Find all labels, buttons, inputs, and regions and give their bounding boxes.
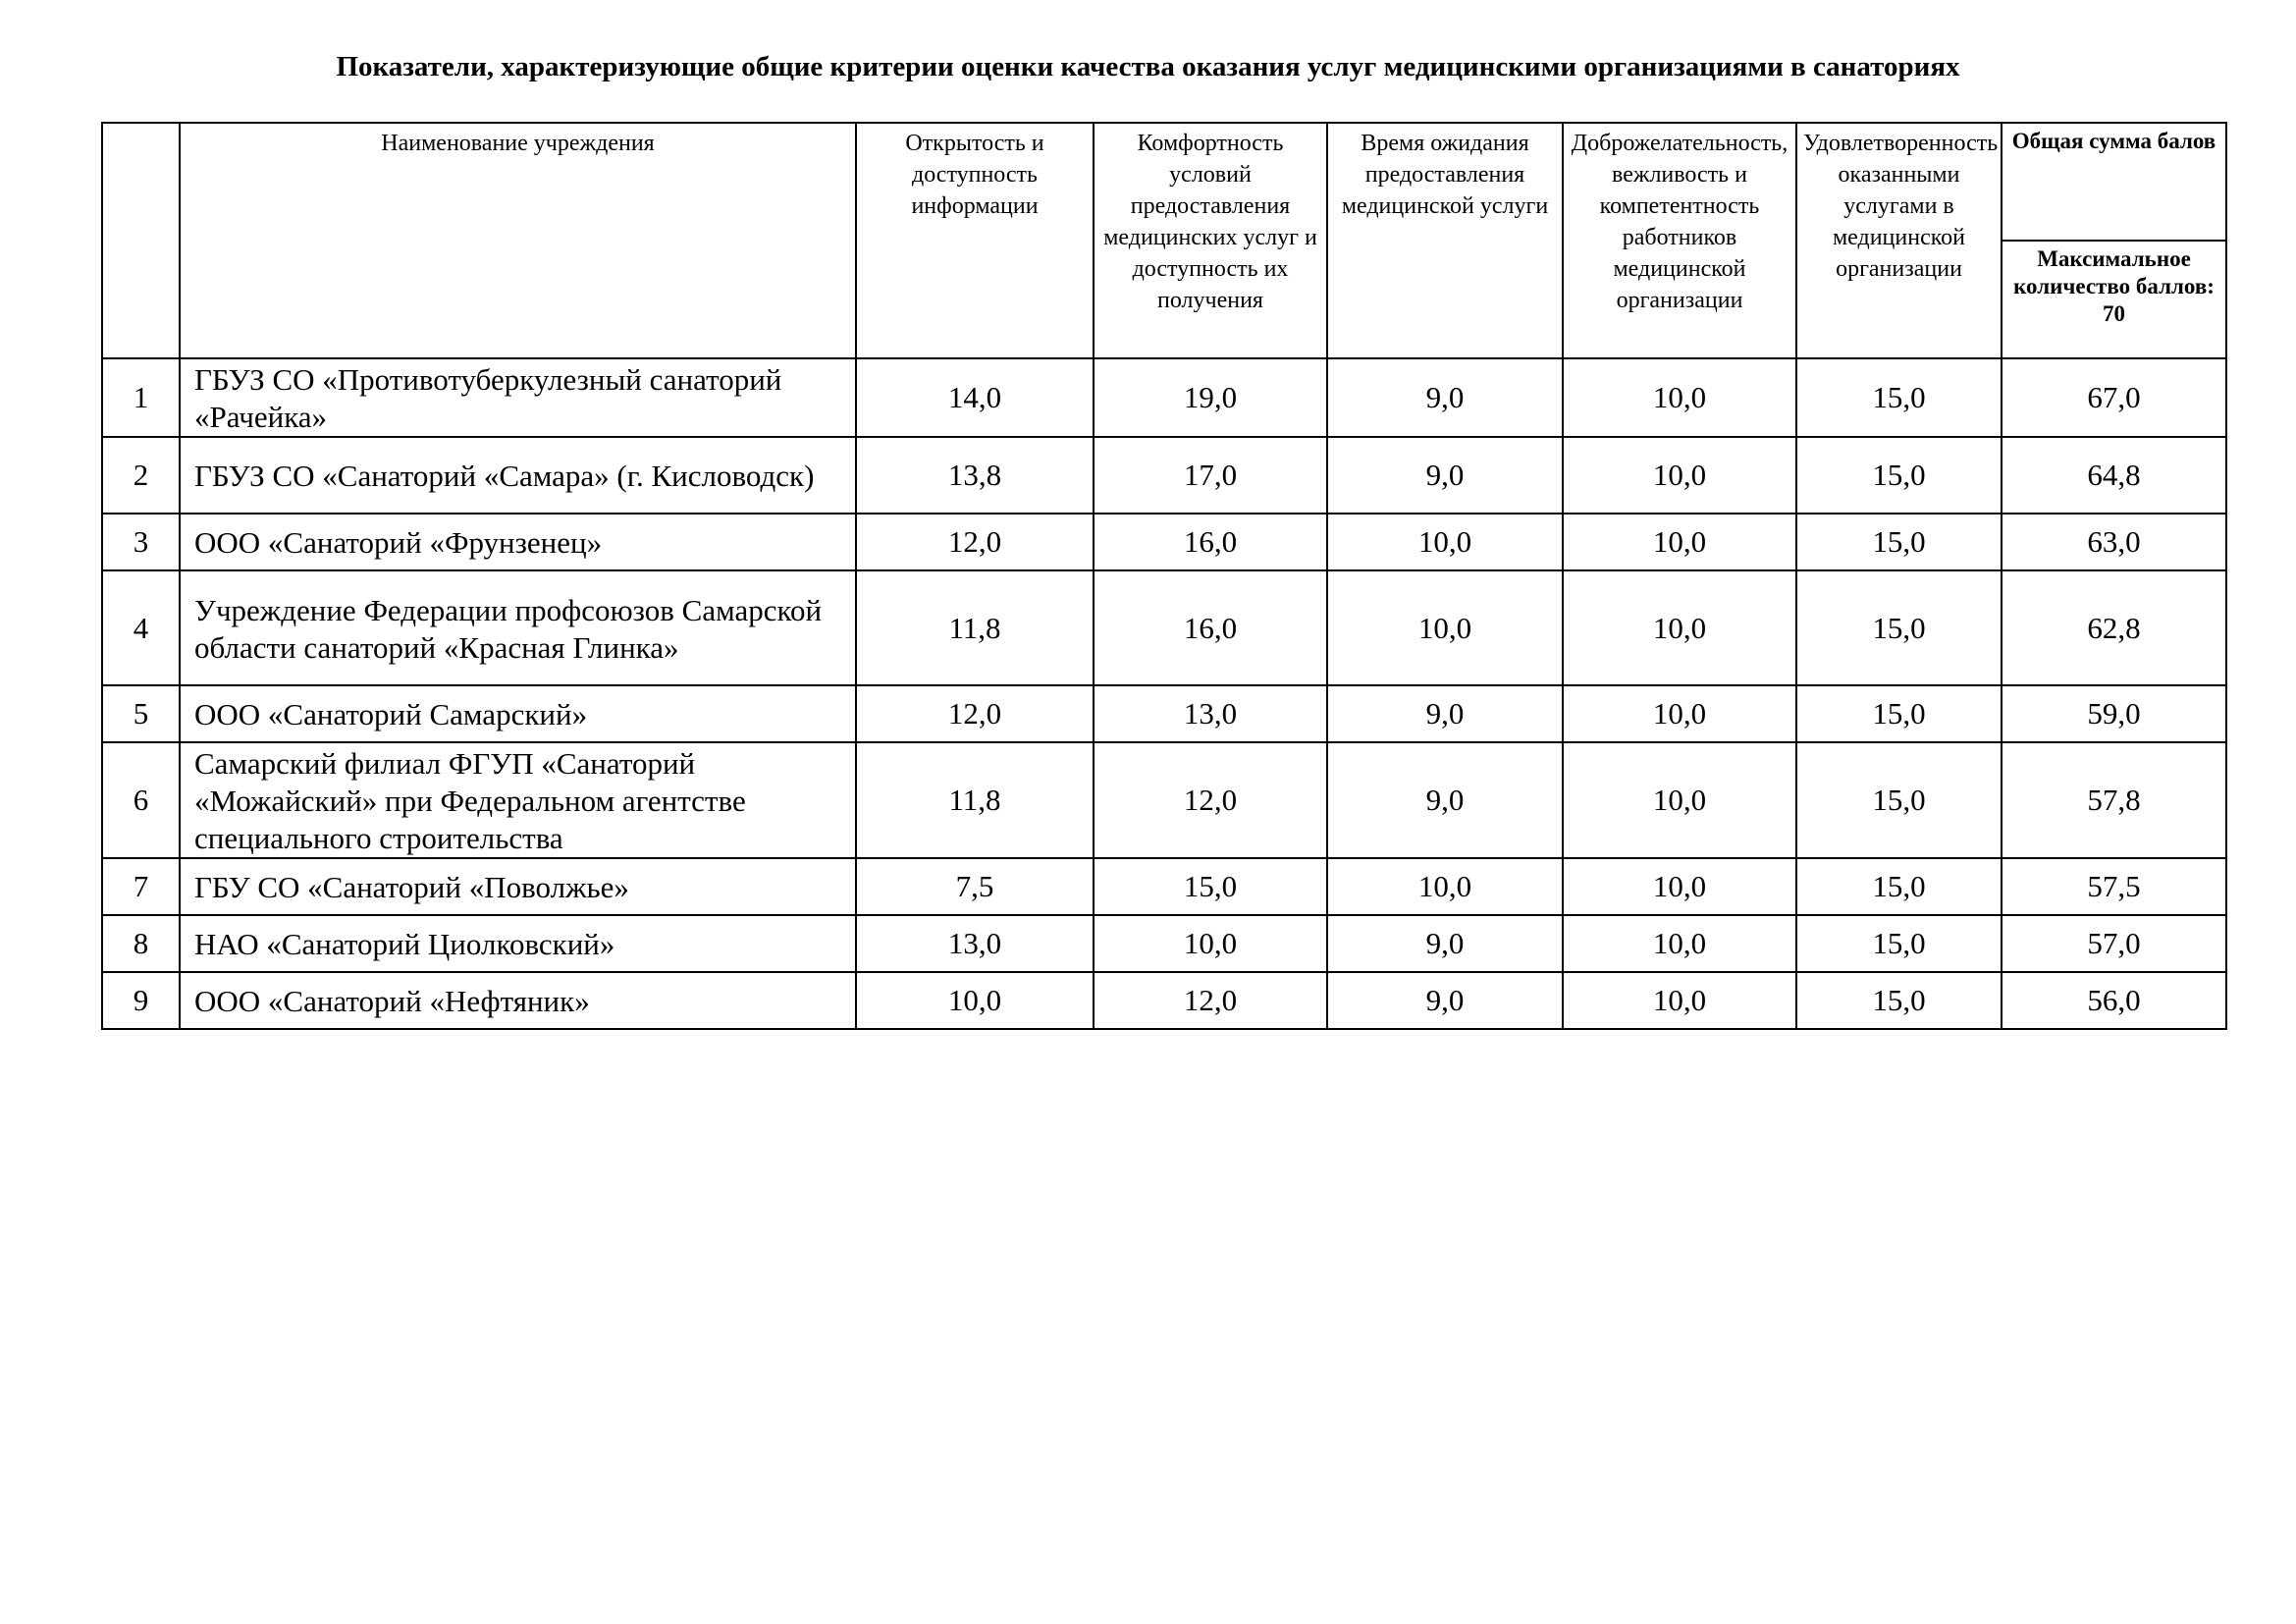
openness-value: 7,5	[856, 858, 1094, 915]
row-number: 9	[102, 972, 180, 1029]
waiting-value: 10,0	[1327, 570, 1563, 685]
institution-name: ГБУ СО «Санаторий «Поволжье»	[180, 858, 856, 915]
satisfaction-value: 15,0	[1796, 742, 2002, 858]
institution-name: ГБУЗ СО «Противотуберкулезный санаторий «Рачейка»	[180, 358, 856, 437]
total-value: 57,5	[2002, 858, 2226, 915]
waiting-value: 9,0	[1327, 358, 1563, 437]
kindness-value: 10,0	[1563, 685, 1796, 742]
header-name: Наименование учреждения	[180, 123, 856, 358]
satisfaction-value: 15,0	[1796, 858, 2002, 915]
header-kindness: Доброжелательность, вежливость и компетентность работников медицинской организации	[1563, 123, 1796, 358]
table-row	[102, 685, 2226, 742]
comfort-value: 17,0	[1094, 437, 1327, 514]
total-value: 67,0	[2002, 358, 2226, 437]
waiting-value: 10,0	[1327, 858, 1563, 915]
total-value: 57,0	[2002, 915, 2226, 972]
total-value: 57,8	[2002, 742, 2226, 858]
table-row	[102, 570, 2226, 685]
waiting-value: 9,0	[1327, 685, 1563, 742]
kindness-value: 10,0	[1563, 514, 1796, 570]
comfort-value: 15,0	[1094, 858, 1327, 915]
comfort-value: 13,0	[1094, 685, 1327, 742]
institution-name: ООО «Санаторий «Нефтяник»	[180, 972, 856, 1029]
kindness-value: 10,0	[1563, 858, 1796, 915]
table-row	[102, 972, 2226, 1029]
institution-name: ООО «Санаторий «Фрунзенец»	[180, 514, 856, 570]
comfort-value: 12,0	[1094, 742, 1327, 858]
openness-value: 14,0	[856, 358, 1094, 437]
total-value: 59,0	[2002, 685, 2226, 742]
satisfaction-value: 15,0	[1796, 358, 2002, 437]
row-number: 7	[102, 858, 180, 915]
total-value: 62,8	[2002, 570, 2226, 685]
comfort-value: 16,0	[1094, 514, 1327, 570]
table-row	[102, 358, 2226, 437]
satisfaction-value: 15,0	[1796, 915, 2002, 972]
openness-value: 10,0	[856, 972, 1094, 1029]
row-number: 1	[102, 358, 180, 437]
kindness-value: 10,0	[1563, 742, 1796, 858]
openness-value: 11,8	[856, 742, 1094, 858]
waiting-value: 9,0	[1327, 437, 1563, 514]
institution-name: НАО «Санаторий Циолковский»	[180, 915, 856, 972]
comfort-value: 10,0	[1094, 915, 1327, 972]
openness-value: 13,8	[856, 437, 1094, 514]
table-header	[102, 123, 2226, 358]
header-max-score: Максимальное количество баллов: 70	[2002, 241, 2226, 358]
openness-value: 13,0	[856, 915, 1094, 972]
comfort-value: 16,0	[1094, 570, 1327, 685]
row-number: 5	[102, 685, 180, 742]
header-waiting: Время ожидания предоставления медицинской услуги	[1327, 123, 1563, 358]
kindness-value: 10,0	[1563, 915, 1796, 972]
satisfaction-value: 15,0	[1796, 514, 2002, 570]
institution-name: Самарский филиал ФГУП «Санаторий «Можайский» при Федеральном агентстве специального строительства	[180, 742, 856, 858]
kindness-value: 10,0	[1563, 437, 1796, 514]
page-title: Показатели, характеризующие общие критерии оценки качества оказания услуг медицинскими организациями в санаториях	[336, 51, 1960, 82]
total-value: 63,0	[2002, 514, 2226, 570]
row-number: 4	[102, 570, 180, 685]
header-comfort: Комфортность условий предоставления медицинских услуг и доступность их получения	[1094, 123, 1327, 358]
institution-name: ГБУЗ СО «Санаторий «Самара» (г. Кисловодск)	[180, 437, 856, 514]
header-satisfaction: Удовлетворенность оказанными услугами в медицинской организации	[1796, 123, 2002, 358]
waiting-value: 10,0	[1327, 514, 1563, 570]
table-row	[102, 915, 2226, 972]
satisfaction-value: 15,0	[1796, 685, 2002, 742]
kindness-value: 10,0	[1563, 358, 1796, 437]
total-value: 56,0	[2002, 972, 2226, 1029]
table-row	[102, 437, 2226, 514]
comfort-value: 12,0	[1094, 972, 1327, 1029]
satisfaction-value: 15,0	[1796, 570, 2002, 685]
ratings-table	[101, 122, 2227, 1030]
waiting-value: 9,0	[1327, 915, 1563, 972]
row-number: 8	[102, 915, 180, 972]
institution-name: Учреждение Федерации профсоюзов Самарской области санаторий «Красная Глинка»	[180, 570, 856, 685]
satisfaction-value: 15,0	[1796, 972, 2002, 1029]
total-value: 64,8	[2002, 437, 2226, 514]
header-num	[102, 123, 180, 358]
table-row	[102, 742, 2226, 858]
openness-value: 12,0	[856, 514, 1094, 570]
waiting-value: 9,0	[1327, 742, 1563, 858]
table-body	[102, 358, 2226, 1029]
comfort-value: 19,0	[1094, 358, 1327, 437]
row-number: 6	[102, 742, 180, 858]
table-row	[102, 858, 2226, 915]
waiting-value: 9,0	[1327, 972, 1563, 1029]
row-number: 2	[102, 437, 180, 514]
row-number: 3	[102, 514, 180, 570]
institution-name: ООО «Санаторий Самарский»	[180, 685, 856, 742]
openness-value: 11,8	[856, 570, 1094, 685]
kindness-value: 10,0	[1563, 570, 1796, 685]
openness-value: 12,0	[856, 685, 1094, 742]
header-openness: Открытость и доступность информации	[856, 123, 1094, 358]
table-row	[102, 514, 2226, 570]
kindness-value: 10,0	[1563, 972, 1796, 1029]
header-total: Общая сумма балов	[2002, 123, 2226, 241]
satisfaction-value: 15,0	[1796, 437, 2002, 514]
